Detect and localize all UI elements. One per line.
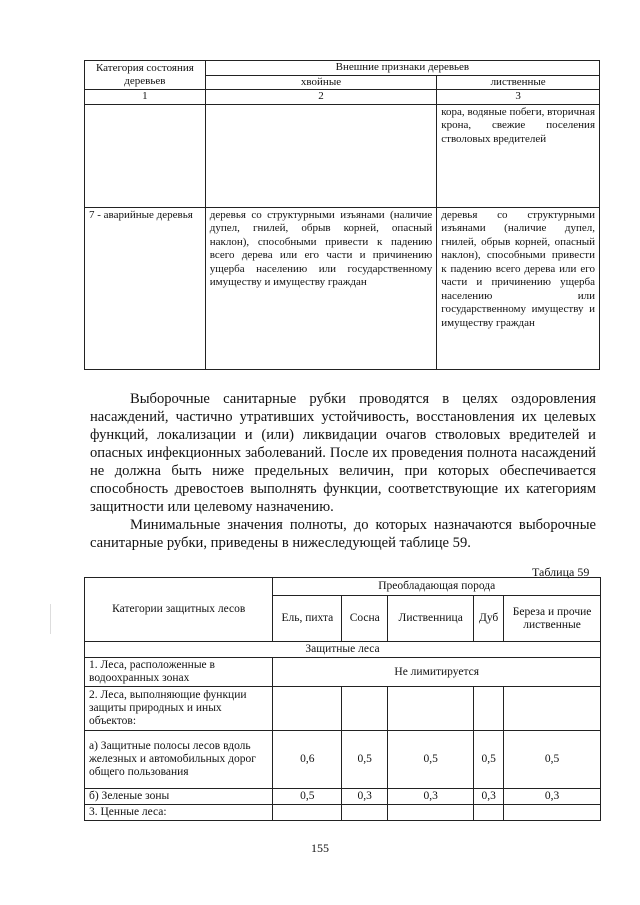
table2-section-row xyxy=(85,642,601,658)
cell-value: 0,6 xyxy=(273,731,342,789)
body-text xyxy=(90,390,596,552)
cell-value: 0,5 xyxy=(504,731,601,789)
row7-category: 7 - аварийные деревья xyxy=(85,207,206,369)
cell-value xyxy=(388,805,474,821)
row-name: 1. Леса, расположенные в водоохранных зонах xyxy=(85,658,273,687)
cell-value: 0,5 xyxy=(474,731,504,789)
cell-value: 0,5 xyxy=(388,731,474,789)
completeness-table xyxy=(84,577,601,821)
cell-value xyxy=(474,805,504,821)
column-number-1: 1 xyxy=(85,90,206,105)
header-external-signs: Внешние признаки деревьев xyxy=(205,61,599,76)
table1-continued-row xyxy=(85,104,600,207)
cell-value: 0,5 xyxy=(342,731,388,789)
table1-row-7 xyxy=(85,207,600,369)
row-name: 3. Ценные леса: xyxy=(85,805,273,821)
cell-value: 0,3 xyxy=(342,789,388,805)
cell-value: 0,5 xyxy=(273,789,342,805)
cell-value: 0,3 xyxy=(474,789,504,805)
page-number: 155 xyxy=(311,841,329,855)
section-protective-forests: Защитные леса xyxy=(85,642,601,658)
table-row xyxy=(85,805,601,821)
header-coniferous: хвойные xyxy=(205,75,436,90)
paragraph-2: Минимальные значения полноты, до которых назначаются выборочные санитарные рубки, приведены в нижеследующей таблице 59. xyxy=(90,517,596,551)
table-row xyxy=(85,658,601,687)
row-name: б) Зеленые зоны xyxy=(85,789,273,805)
cell-value xyxy=(342,687,388,731)
cell-value xyxy=(504,805,601,821)
cell-value xyxy=(388,687,474,731)
cell-value xyxy=(342,805,388,821)
cell-value xyxy=(273,805,342,821)
row-name: 2. Леса, выполняющие функции защиты природных и иных объектов: xyxy=(85,687,273,731)
cell-value xyxy=(474,687,504,731)
tree-condition-table xyxy=(84,60,600,370)
header-dominant-species: Преобладающая порода xyxy=(273,578,601,596)
continued-category xyxy=(85,104,206,207)
species-larch: Лиственница xyxy=(388,596,474,642)
row7-deciduous: деревья со структурными изъянами (наличие дупел, гнилей, обрыв корней, опасный наклон), способными привести к падению всего дерева или его части и причинению ущерба населению или государственному имуществу и имуществу граждан xyxy=(437,207,600,369)
species-spruce-fir: Ель, пихта xyxy=(273,596,342,642)
header-deciduous: лиственные xyxy=(437,75,600,90)
header-category: Категория состояния деревьев xyxy=(85,61,206,90)
column-number-2: 2 xyxy=(205,90,436,105)
row-merged-value: Не лимитируется xyxy=(273,658,601,687)
species-pine: Сосна xyxy=(342,596,388,642)
table-row xyxy=(85,731,601,789)
header-forest-category: Категории защитных лесов xyxy=(85,578,273,642)
column-number-3: 3 xyxy=(437,90,600,105)
table2-header-row xyxy=(85,578,601,596)
scan-margin-mark xyxy=(50,604,51,634)
cell-value: 0,3 xyxy=(504,789,601,805)
table1-header-row xyxy=(85,61,600,76)
continued-deciduous: кора, водяные побеги, вторичная крона, свежие поселения стволовых вредителей xyxy=(437,104,600,207)
cell-value: 0,3 xyxy=(388,789,474,805)
row-name: а) Защитные полосы лесов вдоль железных и автомобильных дорог общего пользования xyxy=(85,731,273,789)
table-row xyxy=(85,687,601,731)
row7-coniferous: деревья со структурными изъянами (наличие дупел, гнилей, обрыв корней, опасный наклон), способными привести к падению всего дерева или его части и причинению ущерба населению или государственному имуществу и имуществу граждан xyxy=(205,207,436,369)
species-oak: Дуб xyxy=(474,596,504,642)
table-row xyxy=(85,789,601,805)
cell-value xyxy=(273,687,342,731)
table1-number-row xyxy=(85,90,600,105)
continued-coniferous xyxy=(205,104,436,207)
species-birch-other: Береза и прочие лиственные xyxy=(504,596,601,642)
paragraph-1: Выборочные санитарные рубки проводятся в целях оздоровления насаждений, частично утративших устойчивость, восстановления их целевых функций, локализации и (или) ликвидации очагов стволовых вредителей и опасных инфекционных заболеваний. После их проведения полнота насаждений не должна быть ниже предельных величин, при которых обеспечивается способность древостоев выполнять функции, соответствующие их категориям защитности или целевому назначению. xyxy=(90,391,596,515)
cell-value xyxy=(504,687,601,731)
table-label: Таблица 59 xyxy=(532,565,590,579)
